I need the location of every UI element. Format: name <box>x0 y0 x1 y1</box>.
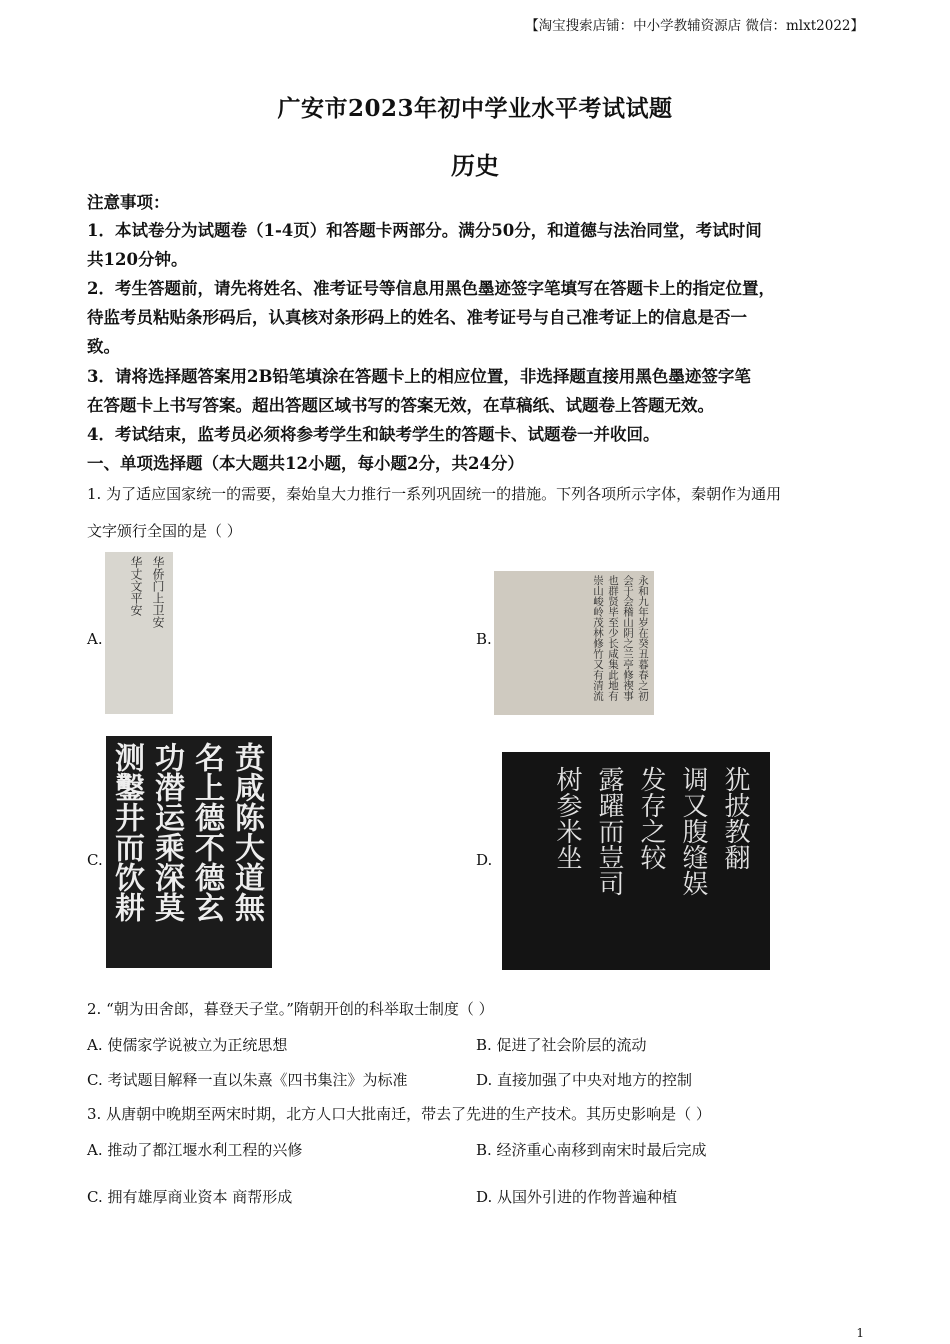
option-d-label: D. <box>476 851 493 869</box>
option-a-image-text: 华侨门上卫安 华丈文平安 <box>129 556 165 628</box>
header-note: 【淘宝搜索店铺：中小学教辅资源店 微信：mlxt2022】 <box>525 18 864 34</box>
question-3-option-c: C. 拥有雄厚商业资本 商帮形成 <box>87 1188 293 1206</box>
notice-line: 待监考员粘贴条形码后，认真核对条形码上的姓名、准考证号与自己准考证上的信息是否一 <box>87 308 747 327</box>
notice-line: 1．本试卷分为试题卷（1-4页）和答题卡两部分。满分50分，和道德与法治同堂，考试时间 <box>87 221 762 240</box>
option-d-image <box>502 752 770 970</box>
notice-line: 致。 <box>87 337 120 356</box>
option-c-label: C. <box>87 851 103 869</box>
option-a-image <box>105 552 173 714</box>
question-2-stem: 2. “朝为田舍郎，暮登天子堂。”隋朝开创的科举取士制度（ ） <box>87 1000 494 1018</box>
option-b-image-text: 永和九年岁在癸丑暮春之初 会于会稽山阴之兰亭修禊事 也群贤毕至少长咸集此地有 崇山峻岭茂林修竹又有清流 <box>592 575 649 701</box>
exam-title: 广安市2023年初中学业水平考试试题 <box>277 95 673 122</box>
notice-line: 4．考试结束，监考员必须将参考学生和缺考学生的答题卡、试题卷一并收回。 <box>87 425 660 444</box>
section-heading: 一、单项选择题（本大题共12小题，每小题2分，共24分） <box>87 454 524 473</box>
question-3-stem: 3. 从唐朝中晚期至两宋时期，北方人口大批南迁，带去了先进的生产技术。其历史影响是（ ） <box>87 1105 711 1123</box>
notice-line: 3．请将选择题答案用2B铅笔填涂在答题卡上的相应位置，非选择题直接用黑色墨迹签字笔 <box>87 367 751 386</box>
notice-line: 共120分钟。 <box>87 250 188 269</box>
question-3-option-d: D. 从国外引进的作物普遍种植 <box>476 1188 678 1206</box>
question-2-option-a: A. 使儒家学说被立为正统思想 <box>87 1036 288 1054</box>
notice-line: 在答题卡上书写答案。超出答题区域书写的答案无效，在草稿纸、试题卷上答题无效。 <box>87 396 714 415</box>
page-number: 1 <box>856 1326 864 1340</box>
option-b-label: B. <box>476 630 492 648</box>
notice-heading: 注意事项： <box>87 193 170 212</box>
question-1-stem: 文字颁行全国的是（ ） <box>87 522 242 540</box>
question-2-option-c: C. 考试题目解释一直以朱熹《四书集注》为标准 <box>87 1071 408 1089</box>
question-2-option-d: D. 直接加强了中央对地方的控制 <box>476 1071 693 1089</box>
option-c-image-text: 贲咸陈大道無 名上德不德玄 功潜运乘深莫 测鑿井而饮耕 <box>109 742 264 922</box>
option-d-image-text: 犹披教翻 调又腹缝娱 发存之较 露躍而豈司 树参米坐 <box>552 766 750 896</box>
question-3-option-a: A. 推动了都江堰水利工程的兴修 <box>87 1141 303 1159</box>
question-1-stem: 1. 为了适应国家统一的需要，秦始皇大力推行一系列巩固统一的措施。下列各项所示字体，秦朝作为通用 <box>87 485 782 503</box>
option-c-image <box>106 736 272 968</box>
notice-line: 2．考生答题前，请先将姓名、准考证号等信息用黑色墨迹签字笔填写在答题卡上的指定位置， <box>87 279 775 298</box>
subject-title: 历史 <box>451 151 499 180</box>
option-a-label: A. <box>87 630 103 648</box>
option-b-image <box>494 571 654 715</box>
question-3-option-b: B. 经济重心南移到南宋时最后完成 <box>476 1141 707 1159</box>
question-2-option-b: B. 促进了社会阶层的流动 <box>476 1036 647 1054</box>
